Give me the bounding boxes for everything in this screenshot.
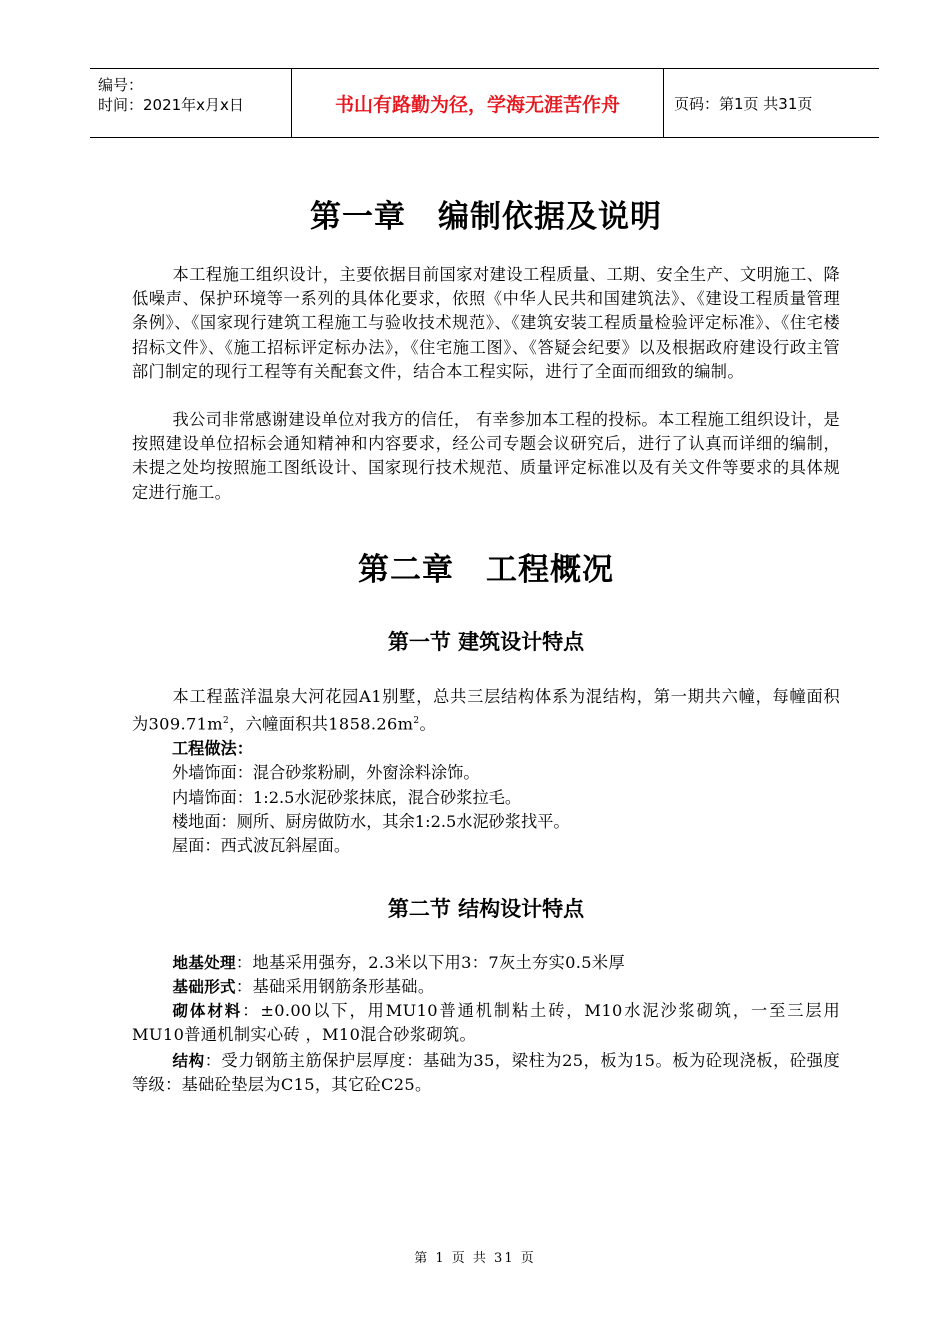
chapter2-title: 第二章 工程概况: [358, 552, 614, 588]
intro-text-c: 。: [419, 714, 437, 734]
method-item: 楼地面：厕所、厨房做防水，其余1:2.5水泥砂浆找平。: [172, 812, 570, 831]
masonry-text: ：±0.00以下，用MU10普通机制粘土砖，M10水泥沙浆砌筑，一至三层用MU10普通机制实心砖 ，M10混合砂浆砌筑。: [132, 1001, 841, 1045]
base-label: 基础形式: [172, 978, 236, 996]
masonry-label: 砌体材料: [172, 1002, 243, 1020]
masonry-line: [132, 999, 840, 1047]
section1-title: 第一节 建筑设计特点: [387, 630, 585, 654]
header-meta: [90, 69, 291, 137]
code-label: 编号：: [98, 76, 144, 94]
foundation-line: [132, 951, 840, 975]
method-item: 内墙饰面：1:2.5水泥砂浆抹底，混合砂浆拉毛。: [172, 788, 522, 807]
structure-line: [132, 1049, 840, 1097]
header-page-info: 页码：第1页 共31页: [674, 94, 813, 113]
foundation-text: ：地基采用强夯，2.3米以下用3：7灰土夯实0.5米厚: [235, 953, 626, 972]
base-text: ：基础采用钢筋条形基础。: [235, 977, 435, 996]
intro-sup2: 2: [413, 716, 420, 727]
structure-label: 结构: [172, 1052, 205, 1070]
intro-text-a: 本工程蓝洋温泉大河花园A1别墅，总共三层结构体系为混结构，第一期共六幢，每幢面积为309.71m: [132, 687, 840, 734]
structure-text: ：受力钢筋主筋保护层厚度：基础为35，梁柱为25，板为15。板为砼现浇板，砼强度等级：基础砼垫层为C15，其它砼C25。: [132, 1051, 841, 1095]
chapter1-para2: 我公司非常感谢建设单位对我方的信任， 有幸参加本工程的投标。本工程施工组织设计，是按照建设单位招标会通知精神和内容要求，经公司专题会议研究后，进行了认真而详细的编制，未提之处均按照施工图纸设计、国家现行技术规范、质量评定标准以及有关文件等要求的具体规定进行施工。: [132, 410, 840, 502]
base-line: [132, 975, 840, 999]
header-motto: 书山有路勤为径，学海无涯苦作舟: [291, 69, 664, 137]
method-item: 屋面：西式波瓦斜屋面。: [172, 836, 351, 855]
section1-intro: [132, 685, 840, 737]
page-footer: 第 1 页 共 31 页: [414, 1251, 536, 1266]
section2-title: 第二节 结构设计特点: [387, 897, 585, 921]
page-header: [90, 68, 879, 138]
method-item: 外墙饰面：混合砂浆粉刷，外窗涂料涂饰。: [172, 763, 480, 782]
intro-sup1: 2: [222, 716, 230, 727]
chapter1-para1: 本工程施工组织设计，主要依据目前国家对建设工程质量、工期、安全生产、文明施工、降低噪声、保护环境等一系列的具体化要求，依照《中华人民共和国建筑法》、《建设工程质量管理条例》、《国家现行建筑工程施工与验收技术规范》、《建筑安装工程质量检验评定标准》、《住宅楼招标文件》、《施工招标评定标办法》，《住宅施工图》、《答疑会纪要》以及根据政府建设行政主管部门制定的现行工程等有关配套文件，结合本工程实际，进行了全面而细致的编制。: [132, 265, 840, 381]
chapter1-title: 第一章 编制依据及说明: [310, 199, 662, 235]
method-label: 工程做法：: [172, 739, 253, 758]
foundation-label: 地基处理: [172, 954, 236, 972]
intro-text-b: ，六幢面积共1858.26m: [229, 714, 414, 734]
time-label: 时间：2021年x月x日: [98, 96, 244, 114]
